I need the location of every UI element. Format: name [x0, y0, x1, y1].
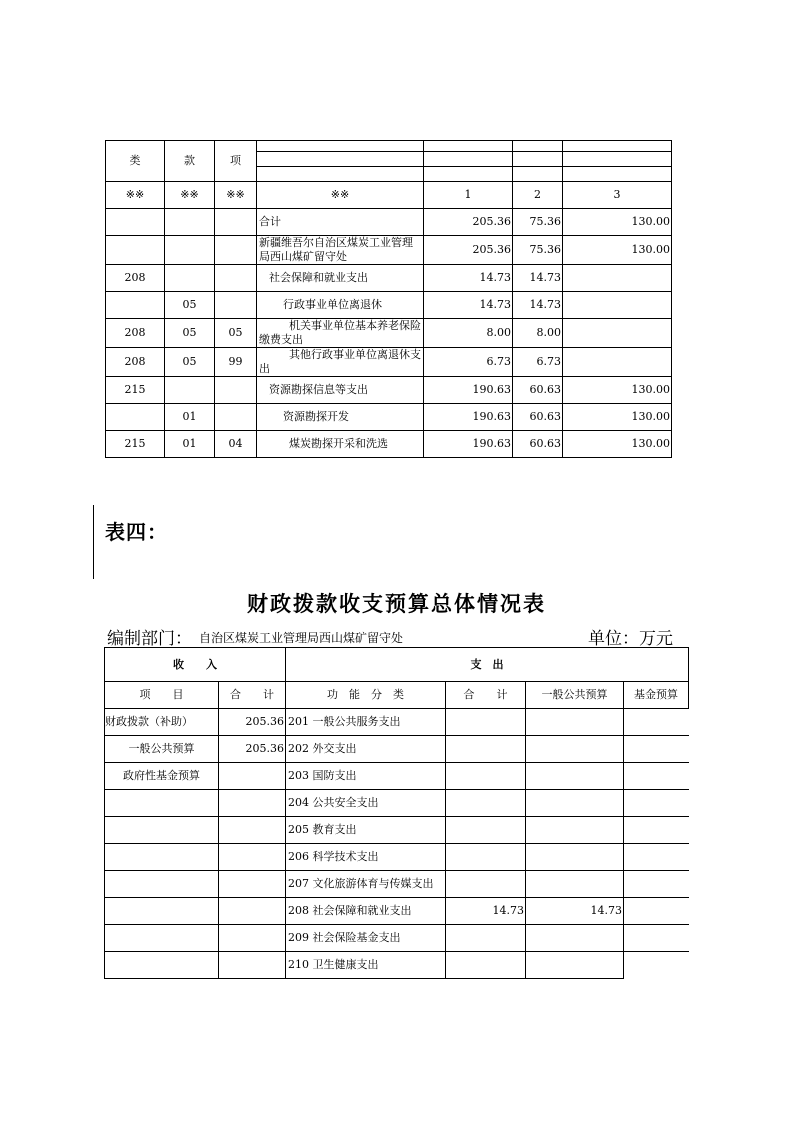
dept-value: 自治区煤炭工业管理局西山煤矿留守处 — [199, 631, 404, 645]
expenditure-detail-table — [105, 140, 672, 458]
general-budget — [526, 871, 624, 898]
marker-cell: 3 — [563, 182, 672, 209]
table-row — [106, 292, 672, 319]
general-budget — [526, 844, 624, 871]
fund-budget — [624, 952, 689, 979]
table-row — [106, 377, 672, 404]
kuan-code: 01 — [165, 404, 215, 431]
general-budget — [526, 763, 624, 790]
header-blank-cell — [563, 141, 672, 152]
general-budget — [526, 817, 624, 844]
header-blank-cell — [257, 141, 424, 152]
fund-budget — [624, 763, 689, 790]
kuan-code — [165, 265, 215, 292]
function-category: 206 科学技术支出 — [286, 844, 446, 871]
col-general-budget: 一般公共预算 — [526, 682, 624, 709]
function-category: 202 外交支出 — [286, 736, 446, 763]
lei-code — [106, 236, 165, 265]
fund-budget — [624, 898, 689, 925]
fund-budget — [624, 709, 689, 736]
general-budget: 14.73 — [526, 898, 624, 925]
xiang-code: 04 — [215, 431, 257, 458]
income-item: 一般公共预算 — [105, 736, 219, 763]
fund-budget — [624, 790, 689, 817]
margin-rule — [93, 505, 94, 579]
fund-budget — [624, 844, 689, 871]
header-blank-cell — [424, 141, 513, 152]
income-total: 205.36 — [219, 709, 286, 736]
amount-project — [563, 348, 672, 377]
income-item — [105, 952, 219, 979]
col-item: 项 目 — [105, 682, 219, 709]
amount-project — [563, 319, 672, 348]
function-category: 210 卫生健康支出 — [286, 952, 446, 979]
table-row — [105, 763, 689, 790]
xiang-code: 05 — [215, 319, 257, 348]
header-blank-cell — [513, 141, 563, 152]
lei-code: 215 — [106, 377, 165, 404]
lei-code: 215 — [106, 431, 165, 458]
item-name: 资源勘探开发 — [257, 404, 424, 431]
kuan-code: 05 — [165, 348, 215, 377]
amount-basic: 75.36 — [513, 236, 563, 265]
item-name: 行政事业单位离退休 — [257, 292, 424, 319]
item-name: 资源勘探信息等支出 — [257, 377, 424, 404]
amount-basic: 6.73 — [513, 348, 563, 377]
amount-project: 130.00 — [563, 236, 672, 265]
expense-total — [446, 790, 526, 817]
amount-total: 14.73 — [424, 265, 513, 292]
xiang-code — [215, 292, 257, 319]
amount-project — [563, 292, 672, 319]
amount-basic: 60.63 — [513, 431, 563, 458]
kuan-code: 05 — [165, 319, 215, 348]
income-item: 财政拨款（补助） — [105, 709, 219, 736]
general-budget — [526, 952, 624, 979]
item-name: 机关事业单位基本养老保险缴费支出 — [257, 319, 424, 348]
amount-basic: 60.63 — [513, 377, 563, 404]
header-xiang: 项 — [215, 141, 257, 182]
lei-code: 208 — [106, 348, 165, 377]
header-blank-cell — [257, 167, 424, 182]
function-category: 205 教育支出 — [286, 817, 446, 844]
expense-total — [446, 844, 526, 871]
function-category: 208 社会保障和就业支出 — [286, 898, 446, 925]
fund-budget — [624, 925, 689, 952]
income-item — [105, 925, 219, 952]
fund-budget — [624, 817, 689, 844]
xiang-code — [215, 377, 257, 404]
table-row — [105, 871, 689, 898]
item-name: 社会保障和就业支出 — [257, 265, 424, 292]
marker-row — [106, 182, 672, 209]
income-item — [105, 817, 219, 844]
general-budget — [526, 925, 624, 952]
marker-cell: ※※ — [165, 182, 215, 209]
header-blank-cell — [257, 152, 424, 167]
income-total — [219, 790, 286, 817]
item-name: 新疆维吾尔自治区煤炭工业管理局西山煤矿留守处 — [257, 236, 424, 265]
lei-code — [106, 209, 165, 236]
function-category: 203 国防支出 — [286, 763, 446, 790]
expense-total — [446, 709, 526, 736]
xiang-code — [215, 209, 257, 236]
table-row — [106, 209, 672, 236]
header-kuan: 款 — [165, 141, 215, 182]
marker-cell: 2 — [513, 182, 563, 209]
income-total — [219, 925, 286, 952]
header-blank-cell — [513, 167, 563, 182]
amount-total: 14.73 — [424, 292, 513, 319]
amount-total: 205.36 — [424, 236, 513, 265]
item-name: 其他行政事业单位离退休支出 — [257, 348, 424, 377]
amount-project: 130.00 — [563, 209, 672, 236]
item-name: 合计 — [257, 209, 424, 236]
amount-basic: 60.63 — [513, 404, 563, 431]
table-row — [105, 736, 689, 763]
budget-summary-table — [104, 647, 689, 979]
kuan-code: 05 — [165, 292, 215, 319]
income-total — [219, 952, 286, 979]
xiang-code — [215, 236, 257, 265]
expense-total — [446, 763, 526, 790]
col-expense-total: 合 计 — [446, 682, 526, 709]
expense-total — [446, 817, 526, 844]
amount-total: 205.36 — [424, 209, 513, 236]
income-item — [105, 790, 219, 817]
table-row — [106, 265, 672, 292]
table-row — [105, 844, 689, 871]
table-row — [105, 952, 689, 979]
table-row — [105, 925, 689, 952]
lei-code — [106, 404, 165, 431]
amount-total: 8.00 — [424, 319, 513, 348]
xiang-code — [215, 265, 257, 292]
kuan-code: 01 — [165, 431, 215, 458]
marker-cell: ※※ — [215, 182, 257, 209]
income-header: 收 入 — [105, 648, 286, 682]
expense-total — [446, 871, 526, 898]
income-total — [219, 817, 286, 844]
marker-cell: 1 — [424, 182, 513, 209]
col-func: 功 能 分 类 — [286, 682, 446, 709]
amount-total: 190.63 — [424, 431, 513, 458]
col-total: 合 计 — [219, 682, 286, 709]
function-category: 201 一般公共服务支出 — [286, 709, 446, 736]
income-item — [105, 871, 219, 898]
dept-label: 编制部门： — [107, 629, 192, 649]
marker-cell: ※※ — [106, 182, 165, 209]
table-row — [105, 790, 689, 817]
kuan-code — [165, 377, 215, 404]
function-category: 207 文化旅游体育与传媒支出 — [286, 871, 446, 898]
function-category: 209 社会保险基金支出 — [286, 925, 446, 952]
xiang-code — [215, 404, 257, 431]
amount-total: 6.73 — [424, 348, 513, 377]
lei-code: 208 — [106, 319, 165, 348]
header-blank-cell — [424, 167, 513, 182]
income-item — [105, 844, 219, 871]
header-blank-cell — [513, 152, 563, 167]
lei-code — [106, 292, 165, 319]
kuan-code — [165, 236, 215, 265]
col-fund-budget: 基金预算 — [624, 682, 689, 709]
expense-total — [446, 736, 526, 763]
unit-label: 单位：万元 — [588, 629, 673, 649]
income-item: 政府性基金预算 — [105, 763, 219, 790]
header-lei: 类 — [106, 141, 165, 182]
table-row — [106, 431, 672, 458]
amount-basic: 14.73 — [513, 265, 563, 292]
amount-project: 130.00 — [563, 431, 672, 458]
general-budget — [526, 709, 624, 736]
amount-total: 190.63 — [424, 377, 513, 404]
amount-total: 190.63 — [424, 404, 513, 431]
section-label: 表四： — [105, 520, 168, 544]
table-row — [105, 709, 689, 736]
function-category: 204 公共安全支出 — [286, 790, 446, 817]
general-budget — [526, 790, 624, 817]
marker-cell: ※※ — [257, 182, 424, 209]
table-row — [106, 404, 672, 431]
table-row — [105, 817, 689, 844]
general-budget — [526, 736, 624, 763]
amount-project: 130.00 — [563, 377, 672, 404]
income-total — [219, 871, 286, 898]
income-total — [219, 898, 286, 925]
expense-header: 支 出 — [286, 648, 689, 682]
expense-total: 14.73 — [446, 898, 526, 925]
xiang-code: 99 — [215, 348, 257, 377]
amount-project — [563, 265, 672, 292]
header-blank-cell — [563, 152, 672, 167]
item-name: 煤炭勘探开采和洗选 — [257, 431, 424, 458]
expense-total — [446, 952, 526, 979]
income-total — [219, 844, 286, 871]
table-row — [106, 319, 672, 348]
income-total: 205.36 — [219, 736, 286, 763]
header-blank-cell — [563, 167, 672, 182]
fund-budget — [624, 736, 689, 763]
amount-basic: 8.00 — [513, 319, 563, 348]
table-row — [106, 348, 672, 377]
lei-code: 208 — [106, 265, 165, 292]
amount-project: 130.00 — [563, 404, 672, 431]
kuan-code — [165, 209, 215, 236]
amount-basic: 75.36 — [513, 209, 563, 236]
fund-budget — [624, 871, 689, 898]
income-total — [219, 763, 286, 790]
table-row — [106, 236, 672, 265]
expense-total — [446, 925, 526, 952]
header-blank-cell — [424, 152, 513, 167]
table-row — [105, 898, 689, 925]
amount-basic: 14.73 — [513, 292, 563, 319]
page-title: 财政拨款收支预算总体情况表 — [247, 591, 546, 616]
income-item — [105, 898, 219, 925]
